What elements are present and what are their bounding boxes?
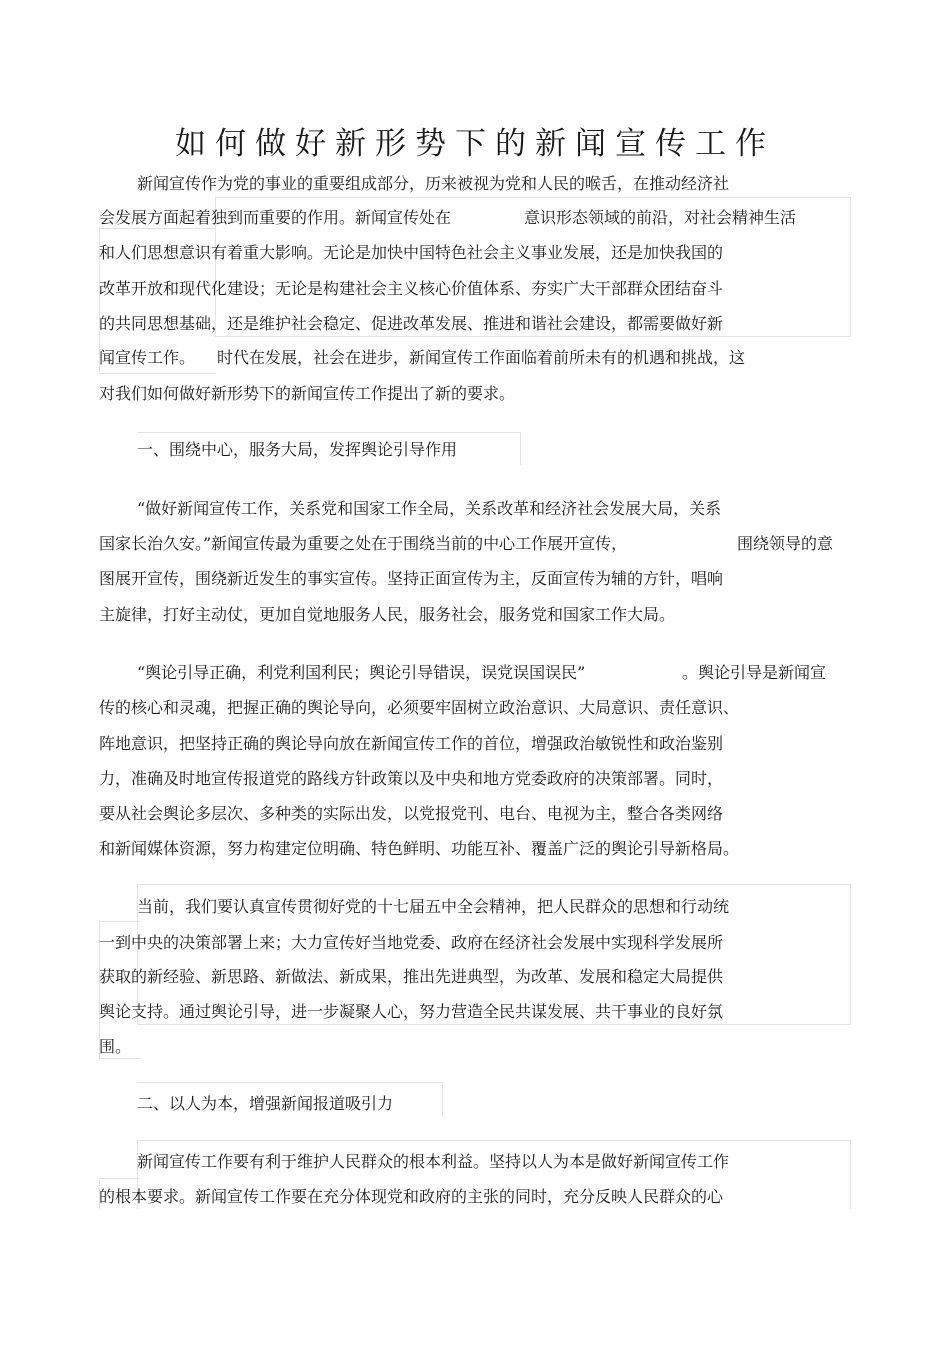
text-line: 要从社会舆论多层次、多种类的实际出发，以党报党刊、电台、电视为主，整合各类网络 [99,804,724,823]
text-line: 新闻宣传作为党的事业的重要组成部分，历来被视为党和人民的喉舌，在推动经济社 [137,174,730,193]
text-line: 力，准确及时地宣传报道党的路线方针政策以及中央和地方党委政府的决策部署。同时， [99,769,724,788]
text-line: 主旋律，打好主动仗，更加自觉地服务人民，服务社会，服务党和国家工作大局。 [99,605,676,624]
document-title: 如何做好新形势下的新闻宣传工作 [175,126,775,162]
text-line: 新闻宣传工作要有利于维护人民群众的根本利益。坚持以人为本是做好新闻宣传工作 [137,1152,730,1171]
section-heading: 一、围绕中心，服务大局，发挥舆论引导作用 [137,440,458,459]
text-line: 阵地意识，把坚持正确的舆论导向放在新闻宣传工作的首位，增强政治敏锐性和政治鉴别 [99,734,724,753]
text-line: 对我们如何做好新形势下的新闻宣传工作提出了新的要求。 [99,384,516,403]
text-line: 获取的新经验、新思路、新做法、新成果，推出先进典型，为改革、发展和稳定大局提供 [99,967,724,986]
text-line: 时代在发展，社会在进步，新闻宣传工作面临着前所未有的机遇和挑战，这 [217,348,746,367]
text-line: 闻宣传工作。 [99,348,196,367]
text-line: 和新闻媒体资源，努力构建定位明确、特色鲜明、功能互补、覆盖广泛的舆论引导新格局。 [99,839,740,858]
section-heading: 二、以人为本，增强新闻报道吸引力 [137,1094,394,1113]
text-line: 图展开宣传，围绕新近发生的事实宣传。坚持正面宣传为主，反面宣传为辅的方针，唱响 [99,569,724,588]
text-line: “舆论引导正确，利党利国利民；舆论引导错误，误党误国误民” [137,663,586,682]
text-line: 改革开放和现代化建设；无论是构建社会主义核心价值体系、夯实广大干部群众团结奋斗 [99,279,724,298]
text-line: 国家长治久安。”新闻宣传最为重要之处在于围绕当前的中心工作展开宣传， [99,534,628,553]
text-line: 的根本要求。新闻宣传工作要在充分体现党和政府的主张的同时，充分反映人民群众的心 [99,1187,724,1206]
text-line: 会发展方面起着独到而重要的作用。新闻宣传处在 [99,208,452,227]
text-line: 围绕领导的意 [737,534,834,553]
text-line: 的共同思想基础，还是维护社会稳定、促进改革发展、推进和谐社会建设，都需要做好新 [99,314,724,333]
text-line: 。舆论引导是新闻宣 [682,663,827,682]
text-line: 围。 [99,1037,132,1056]
text-line: 舆论支持。通过舆论引导，进一步凝聚人心，努力营造全民共谋发展、共干事业的良好氛 [99,1002,724,1021]
text-line: 当前，我们要认真宣传贯彻好党的十七届五中全会精神，把人民群众的思想和行动统 [137,897,730,916]
text-line: 和人们思想意识有着重大影响。无论是加快中国特色社会主义事业发展，还是加快我国的 [99,243,724,262]
text-line: 一到中央的决策部署上来；大力宣传好当地党委、政府在经济社会发展中实现科学发展所 [99,933,724,952]
text-line: “做好新闻宣传工作，关系党和国家工作全局，关系改革和经济社会发展大局，关系 [137,499,722,518]
text-line: 传的核心和灵魂，把握正确的舆论导向，必须要牢固树立政治意识、大局意识、责任意识、 [99,698,740,717]
text-line: 意识形态领域的前沿，对社会精神生活 [524,208,797,227]
